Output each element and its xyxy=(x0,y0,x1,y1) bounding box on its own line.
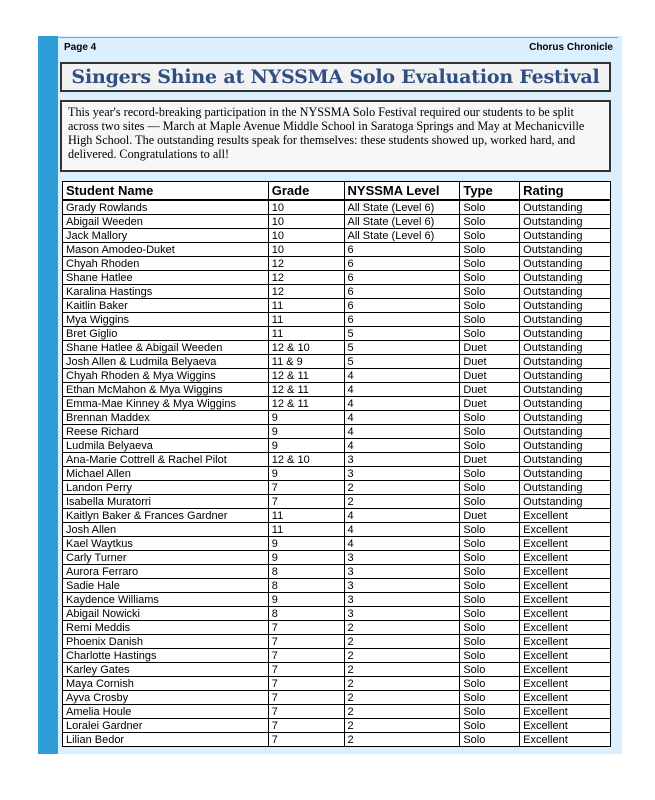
student-name-cell: Phoenix Danish xyxy=(63,635,269,649)
nyssma-level-cell: 6 xyxy=(344,243,460,257)
table-row xyxy=(63,565,611,579)
type-cell: Solo xyxy=(460,649,520,663)
nyssma-level-cell: 2 xyxy=(344,705,460,719)
table-row xyxy=(63,355,611,369)
nyssma-level-cell: 2 xyxy=(344,677,460,691)
type-cell: Solo xyxy=(460,257,520,271)
grade-cell: 9 xyxy=(268,439,344,453)
type-cell: Solo xyxy=(460,243,520,257)
rating-cell: Outstanding xyxy=(520,215,611,229)
nyssma-level-cell: 3 xyxy=(344,467,460,481)
table-row xyxy=(63,705,611,719)
rating-cell: Outstanding xyxy=(520,495,611,509)
table-row xyxy=(63,243,611,257)
type-cell: Solo xyxy=(460,579,520,593)
publication-name: Chorus Chronicle xyxy=(529,42,613,53)
grade-cell: 7 xyxy=(268,677,344,691)
student-name-cell: Bret Giglio xyxy=(63,327,269,341)
grade-cell: 7 xyxy=(268,719,344,733)
type-cell: Solo xyxy=(460,229,520,243)
grade-cell: 7 xyxy=(268,705,344,719)
rating-cell: Outstanding xyxy=(520,299,611,313)
grade-cell: 11 xyxy=(268,327,344,341)
results-body xyxy=(63,200,611,747)
column-header-nyssma-level: NYSSMA Level xyxy=(344,182,460,201)
table-row xyxy=(63,383,611,397)
nyssma-level-cell: 2 xyxy=(344,691,460,705)
table-row xyxy=(63,509,611,523)
nyssma-level-cell: 3 xyxy=(344,607,460,621)
grade-cell: 7 xyxy=(268,621,344,635)
type-cell: Solo xyxy=(460,691,520,705)
rating-cell: Excellent xyxy=(520,635,611,649)
table-row xyxy=(63,200,611,215)
student-name-cell: Abigail Nowicki xyxy=(63,607,269,621)
rating-cell: Outstanding xyxy=(520,200,611,215)
grade-cell: 11 xyxy=(268,313,344,327)
nyssma-level-cell: 4 xyxy=(344,509,460,523)
table-row xyxy=(63,453,611,467)
nyssma-level-cell: 6 xyxy=(344,313,460,327)
student-name-cell: Brennan Maddex xyxy=(63,411,269,425)
table-row xyxy=(63,523,611,537)
student-name-cell: Josh Allen & Ludmila Belyaeva xyxy=(63,355,269,369)
grade-cell: 8 xyxy=(268,607,344,621)
rating-cell: Excellent xyxy=(520,579,611,593)
table-row xyxy=(63,257,611,271)
rating-cell: Outstanding xyxy=(520,425,611,439)
student-name-cell: Emma-Mae Kinney & Mya Wiggins xyxy=(63,397,269,411)
student-name-cell: Kael Waytkus xyxy=(63,537,269,551)
grade-cell: 9 xyxy=(268,425,344,439)
table-row xyxy=(63,593,611,607)
rating-cell: Excellent xyxy=(520,537,611,551)
student-name-cell: Landon Perry xyxy=(63,481,269,495)
nyssma-level-cell: 5 xyxy=(344,355,460,369)
table-row xyxy=(63,411,611,425)
rating-cell: Outstanding xyxy=(520,285,611,299)
nyssma-level-cell: 4 xyxy=(344,439,460,453)
column-header-type: Type xyxy=(460,182,520,201)
rating-cell: Outstanding xyxy=(520,327,611,341)
table-row xyxy=(63,691,611,705)
table-row xyxy=(63,635,611,649)
type-cell: Duet xyxy=(460,383,520,397)
type-cell: Solo xyxy=(460,593,520,607)
type-cell: Solo xyxy=(460,565,520,579)
nyssma-level-cell: All State (Level 6) xyxy=(344,229,460,243)
type-cell: Solo xyxy=(460,299,520,313)
nyssma-level-cell: 4 xyxy=(344,397,460,411)
type-cell: Duet xyxy=(460,369,520,383)
grade-cell: 11 xyxy=(268,299,344,313)
type-cell: Solo xyxy=(460,467,520,481)
rating-cell: Excellent xyxy=(520,733,611,747)
rating-cell: Excellent xyxy=(520,565,611,579)
header-rule xyxy=(58,37,618,38)
nyssma-level-cell: 6 xyxy=(344,285,460,299)
table-row xyxy=(63,719,611,733)
grade-cell: 7 xyxy=(268,649,344,663)
table-header-row xyxy=(63,182,611,201)
student-name-cell: Charlotte Hastings xyxy=(63,649,269,663)
student-name-cell: Amelia Houle xyxy=(63,705,269,719)
student-name-cell: Carly Turner xyxy=(63,551,269,565)
nyssma-level-cell: 4 xyxy=(344,383,460,397)
student-name-cell: Aurora Ferraro xyxy=(63,565,269,579)
type-cell: Solo xyxy=(460,551,520,565)
grade-cell: 10 xyxy=(268,229,344,243)
student-name-cell: Sadie Hale xyxy=(63,579,269,593)
column-header-student-name: Student Name xyxy=(63,182,269,201)
table-row xyxy=(63,677,611,691)
type-cell: Solo xyxy=(460,635,520,649)
table-row xyxy=(63,215,611,229)
type-cell: Solo xyxy=(460,663,520,677)
nyssma-level-cell: 2 xyxy=(344,495,460,509)
student-name-cell: Mya Wiggins xyxy=(63,313,269,327)
rating-cell: Outstanding xyxy=(520,411,611,425)
student-name-cell: Karley Gates xyxy=(63,663,269,677)
student-name-cell: Loralei Gardner xyxy=(63,719,269,733)
grade-cell: 12 & 11 xyxy=(268,397,344,411)
rating-cell: Excellent xyxy=(520,677,611,691)
nyssma-level-cell: 4 xyxy=(344,425,460,439)
grade-cell: 7 xyxy=(268,733,344,747)
rating-cell: Outstanding xyxy=(520,383,611,397)
student-name-cell: Ayva Crosby xyxy=(63,691,269,705)
rating-cell: Outstanding xyxy=(520,229,611,243)
type-cell: Solo xyxy=(460,537,520,551)
type-cell: Solo xyxy=(460,271,520,285)
nyssma-level-cell: All State (Level 6) xyxy=(344,200,460,215)
type-cell: Solo xyxy=(460,285,520,299)
table-row xyxy=(63,299,611,313)
student-name-cell: Chyah Rhoden xyxy=(63,257,269,271)
rating-cell: Excellent xyxy=(520,509,611,523)
rating-cell: Outstanding xyxy=(520,355,611,369)
grade-cell: 8 xyxy=(268,579,344,593)
column-header-grade: Grade xyxy=(268,182,344,201)
grade-cell: 12 xyxy=(268,271,344,285)
rating-cell: Excellent xyxy=(520,593,611,607)
nyssma-level-cell: 4 xyxy=(344,523,460,537)
type-cell: Duet xyxy=(460,397,520,411)
rating-cell: Excellent xyxy=(520,607,611,621)
student-name-cell: Remi Meddis xyxy=(63,621,269,635)
type-cell: Solo xyxy=(460,523,520,537)
column-header-rating: Rating xyxy=(520,182,611,201)
rating-cell: Excellent xyxy=(520,663,611,677)
rating-cell: Outstanding xyxy=(520,243,611,257)
headline-box xyxy=(60,62,611,92)
rating-cell: Excellent xyxy=(520,705,611,719)
student-name-cell: Isabella Muratorri xyxy=(63,495,269,509)
type-cell: Solo xyxy=(460,621,520,635)
grade-cell: 9 xyxy=(268,537,344,551)
student-name-cell: Ethan McMahon & Mya Wiggins xyxy=(63,383,269,397)
nyssma-level-cell: 6 xyxy=(344,271,460,285)
rating-cell: Outstanding xyxy=(520,439,611,453)
grade-cell: 11 xyxy=(268,509,344,523)
type-cell: Solo xyxy=(460,327,520,341)
table-row xyxy=(63,733,611,747)
student-name-cell: Ludmila Belyaeva xyxy=(63,439,269,453)
student-name-cell: Shane Hatlee xyxy=(63,271,269,285)
rating-cell: Excellent xyxy=(520,551,611,565)
type-cell: Solo xyxy=(460,495,520,509)
rating-cell: Excellent xyxy=(520,691,611,705)
nyssma-level-cell: 4 xyxy=(344,369,460,383)
grade-cell: 7 xyxy=(268,495,344,509)
rating-cell: Outstanding xyxy=(520,467,611,481)
rating-cell: Outstanding xyxy=(520,271,611,285)
rating-cell: Outstanding xyxy=(520,313,611,327)
grade-cell: 7 xyxy=(268,663,344,677)
grade-cell: 12 xyxy=(268,257,344,271)
grade-cell: 9 xyxy=(268,411,344,425)
student-name-cell: Lilian Bedor xyxy=(63,733,269,747)
table-row xyxy=(63,341,611,355)
table-row xyxy=(63,271,611,285)
grade-cell: 10 xyxy=(268,200,344,215)
type-cell: Solo xyxy=(460,705,520,719)
type-cell: Solo xyxy=(460,313,520,327)
nyssma-level-cell: 2 xyxy=(344,663,460,677)
nyssma-level-cell: 2 xyxy=(344,733,460,747)
grade-cell: 10 xyxy=(268,243,344,257)
table-row xyxy=(63,467,611,481)
table-row xyxy=(63,551,611,565)
table-row xyxy=(63,481,611,495)
student-name-cell: Ana-Marie Cottrell & Rachel Pilot xyxy=(63,453,269,467)
grade-cell: 7 xyxy=(268,635,344,649)
student-name-cell: Michael Allen xyxy=(63,467,269,481)
type-cell: Solo xyxy=(460,200,520,215)
type-cell: Solo xyxy=(460,439,520,453)
nyssma-level-cell: 6 xyxy=(344,257,460,271)
sidebar-accent-bar xyxy=(38,36,58,754)
rating-cell: Excellent xyxy=(520,523,611,537)
student-name-cell: Shane Hatlee & Abigail Weeden xyxy=(63,341,269,355)
type-cell: Duet xyxy=(460,453,520,467)
grade-cell: 11 xyxy=(268,523,344,537)
grade-cell: 7 xyxy=(268,691,344,705)
nyssma-level-cell: 2 xyxy=(344,621,460,635)
nyssma-level-cell: 6 xyxy=(344,299,460,313)
nyssma-level-cell: 3 xyxy=(344,565,460,579)
rating-cell: Excellent xyxy=(520,621,611,635)
grade-cell: 7 xyxy=(268,481,344,495)
nyssma-level-cell: 3 xyxy=(344,579,460,593)
nyssma-level-cell: 3 xyxy=(344,551,460,565)
type-cell: Solo xyxy=(460,425,520,439)
type-cell: Solo xyxy=(460,733,520,747)
table-row xyxy=(63,425,611,439)
rating-cell: Outstanding xyxy=(520,341,611,355)
table-row xyxy=(63,439,611,453)
rating-cell: Outstanding xyxy=(520,369,611,383)
grade-cell: 8 xyxy=(268,565,344,579)
intro-paragraph: This year's record-breaking participation in the NYSSMA Solo Festival required our students to be split across two sites — March at Maple Avenue Middle School in Saratoga Springs and May at Mechanicville High School. The outstanding results speak for themselves: these students showed up, worked hard, and delivered. Congratulations to all! xyxy=(60,100,611,172)
type-cell: Solo xyxy=(460,481,520,495)
student-name-cell: Kaitlin Baker xyxy=(63,299,269,313)
type-cell: Duet xyxy=(460,355,520,369)
type-cell: Duet xyxy=(460,341,520,355)
grade-cell: 9 xyxy=(268,593,344,607)
student-name-cell: Kaitlyn Baker & Frances Gardner xyxy=(63,509,269,523)
grade-cell: 12 & 11 xyxy=(268,369,344,383)
table-row xyxy=(63,327,611,341)
grade-cell: 11 & 9 xyxy=(268,355,344,369)
student-name-cell: Reese Richard xyxy=(63,425,269,439)
table-row xyxy=(63,229,611,243)
student-name-cell: Josh Allen xyxy=(63,523,269,537)
student-name-cell: Abigail Weeden xyxy=(63,215,269,229)
nyssma-level-cell: All State (Level 6) xyxy=(344,215,460,229)
headline: Singers Shine at NYSSMA Solo Evaluation Festival xyxy=(71,66,600,88)
nyssma-level-cell: 2 xyxy=(344,649,460,663)
page-number: Page 4 xyxy=(64,42,97,53)
nyssma-level-cell: 3 xyxy=(344,593,460,607)
grade-cell: 12 xyxy=(268,285,344,299)
student-name-cell: Kaydence Williams xyxy=(63,593,269,607)
type-cell: Solo xyxy=(460,677,520,691)
student-name-cell: Grady Rowlands xyxy=(63,200,269,215)
student-name-cell: Chyah Rhoden & Mya Wiggins xyxy=(63,369,269,383)
rating-cell: Outstanding xyxy=(520,397,611,411)
type-cell: Solo xyxy=(460,607,520,621)
table-row xyxy=(63,285,611,299)
grade-cell: 9 xyxy=(268,467,344,481)
nyssma-level-cell: 2 xyxy=(344,635,460,649)
table-row xyxy=(63,495,611,509)
table-row xyxy=(63,663,611,677)
grade-cell: 10 xyxy=(268,215,344,229)
type-cell: Solo xyxy=(460,215,520,229)
grade-cell: 9 xyxy=(268,551,344,565)
type-cell: Solo xyxy=(460,719,520,733)
type-cell: Solo xyxy=(460,411,520,425)
table-row xyxy=(63,537,611,551)
table-row xyxy=(63,649,611,663)
student-name-cell: Karalina Hastings xyxy=(63,285,269,299)
grade-cell: 12 & 10 xyxy=(268,453,344,467)
student-name-cell: Maya Cornish xyxy=(63,677,269,691)
table-row xyxy=(63,369,611,383)
rating-cell: Outstanding xyxy=(520,257,611,271)
results-table xyxy=(62,181,611,747)
rating-cell: Excellent xyxy=(520,719,611,733)
student-name-cell: Mason Amodeo-Duket xyxy=(63,243,269,257)
grade-cell: 12 & 11 xyxy=(268,383,344,397)
type-cell: Duet xyxy=(460,509,520,523)
table-row xyxy=(63,313,611,327)
table-row xyxy=(63,579,611,593)
table-row xyxy=(63,607,611,621)
nyssma-level-cell: 2 xyxy=(344,481,460,495)
nyssma-level-cell: 4 xyxy=(344,537,460,551)
table-row xyxy=(63,397,611,411)
table-row xyxy=(63,621,611,635)
nyssma-level-cell: 3 xyxy=(344,453,460,467)
student-name-cell: Jack Mallory xyxy=(63,229,269,243)
rating-cell: Outstanding xyxy=(520,453,611,467)
grade-cell: 12 & 10 xyxy=(268,341,344,355)
nyssma-level-cell: 2 xyxy=(344,719,460,733)
nyssma-level-cell: 5 xyxy=(344,327,460,341)
nyssma-level-cell: 5 xyxy=(344,341,460,355)
nyssma-level-cell: 4 xyxy=(344,411,460,425)
rating-cell: Outstanding xyxy=(520,481,611,495)
rating-cell: Excellent xyxy=(520,649,611,663)
